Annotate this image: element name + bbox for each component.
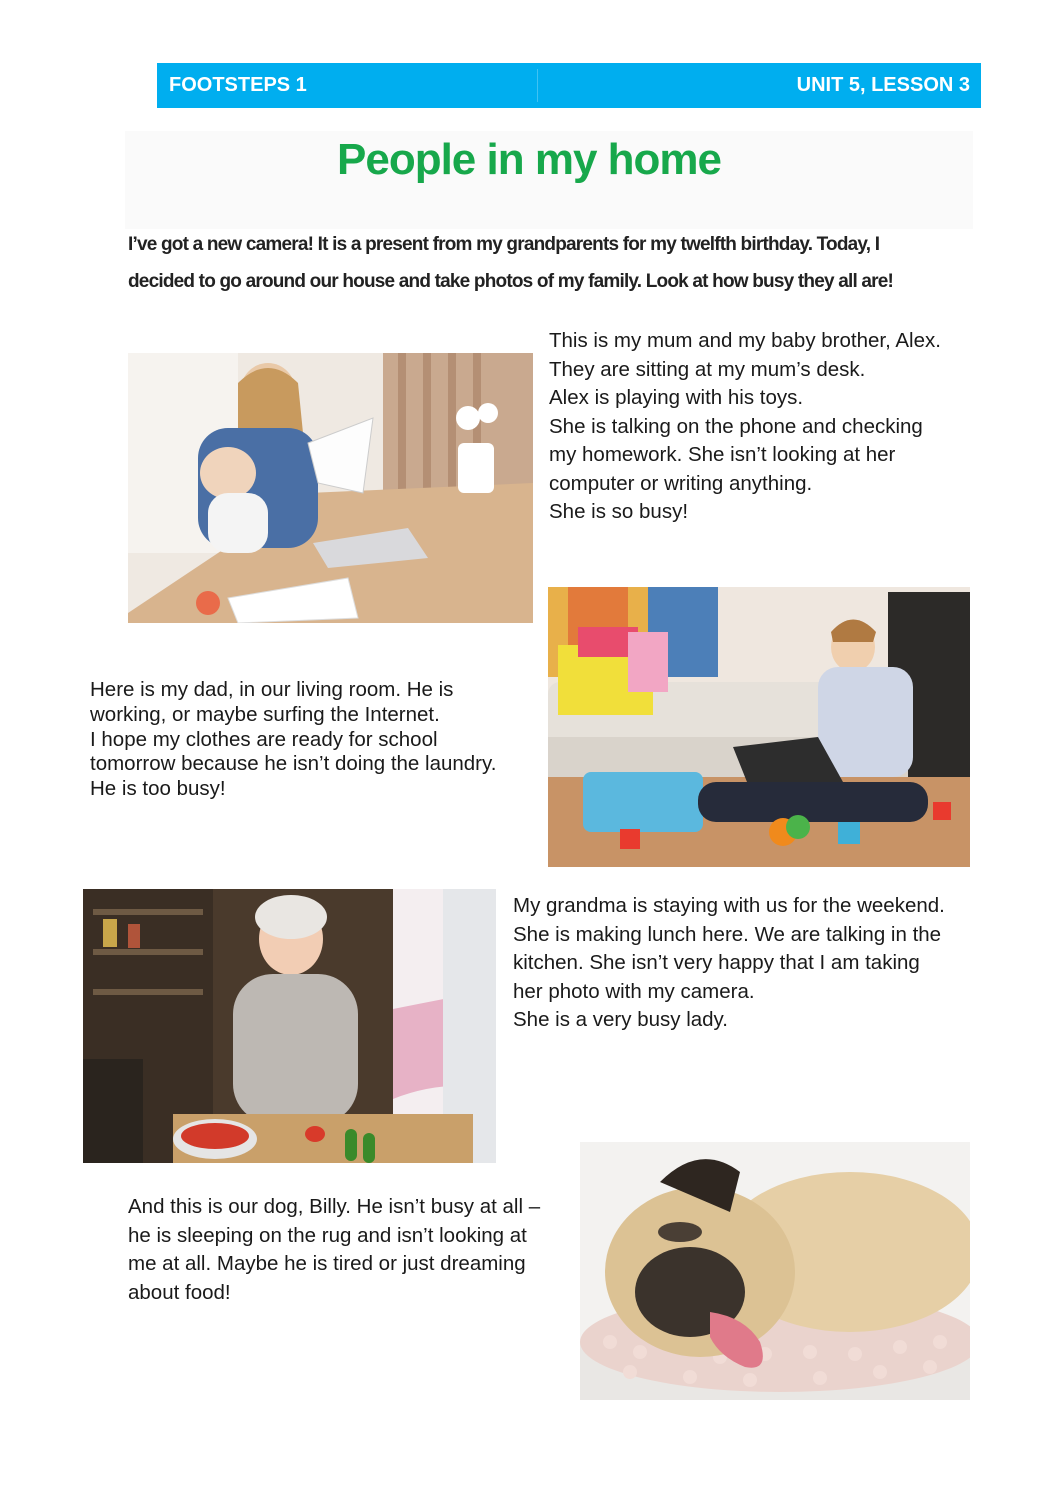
- dad-paragraph: [90, 678, 496, 802]
- text-line: about food!: [128, 1280, 231, 1304]
- text-line: She is talking on the phone and checking: [549, 414, 923, 438]
- text-line: They are sitting at my mum’s desk.: [549, 357, 866, 381]
- text-line: I hope my clothes are ready for school: [90, 727, 438, 751]
- text-line: He is too busy!: [90, 777, 226, 801]
- text-line: kitchen. She isn’t very happy that I am taking: [513, 951, 920, 974]
- intro-line: decided to go around our house and take photos of my family. Look at how busy they all are!: [128, 271, 894, 292]
- text-line: My grandma is staying with us for the weekend.: [513, 894, 945, 917]
- text-line: tomorrow because he isn’t doing the laundry.: [90, 752, 497, 776]
- text-line: computer or writing anything.: [549, 471, 813, 495]
- course-name: FOOTSTEPS 1: [169, 74, 307, 96]
- text-line: working, or maybe surfing the Internet.: [90, 702, 440, 726]
- text-line: And this is our dog, Billy. He isn’t busy at all –: [128, 1195, 541, 1218]
- dog-paragraph: [128, 1193, 540, 1307]
- grandma-kitchen-photo: [83, 889, 496, 1163]
- grandma-paragraph: [513, 892, 945, 1035]
- text-line: She is a very busy lady.: [513, 1008, 728, 1031]
- header-divider: [537, 69, 538, 102]
- header-bar: [157, 63, 981, 108]
- text-line: She is so busy!: [549, 500, 689, 523]
- text-line: my homework. She isn’t looking at her: [549, 443, 896, 466]
- mum-paragraph: [549, 327, 941, 527]
- text-line: This is my mum and my baby brother, Alex.: [549, 329, 941, 352]
- dad-living-room-photo: [548, 587, 970, 867]
- sleeping-pug-photo: [580, 1142, 970, 1400]
- text-line: She is making lunch here. We are talking in the: [513, 922, 942, 946]
- text-line: he is sleeping on the rug and isn’t looking at: [128, 1223, 527, 1247]
- page-title: People in my home: [337, 135, 721, 184]
- text-line: her photo with my camera.: [513, 979, 755, 1003]
- unit-lesson: UNIT 5, LESSON 3: [796, 74, 970, 96]
- mum-and-baby-photo: [128, 353, 533, 623]
- text-line: Alex is playing with his toys.: [549, 386, 804, 409]
- text-line: Here is my dad, in our living room. He is: [90, 678, 454, 701]
- text-line: me at all. Maybe he is tired or just dreaming: [128, 1252, 526, 1275]
- intro-line: I’ve got a new camera! It is a present from my grandparents for my twelfth birthday. Today, I: [128, 234, 880, 255]
- intro-paragraph: [128, 226, 968, 300]
